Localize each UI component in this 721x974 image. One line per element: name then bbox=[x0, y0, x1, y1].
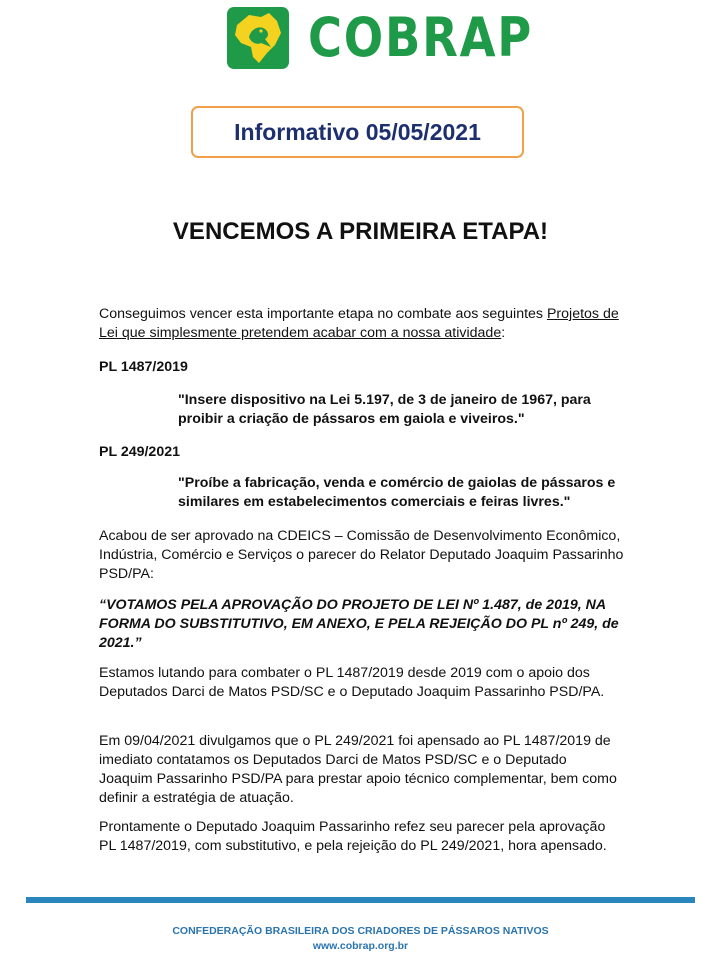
bill-quote-2: "Proíbe a fabricação, venda e comércio de gaiolas de pássaros e similares em estabelecimentos comerciais e feiras livres." bbox=[178, 475, 616, 510]
intro-paragraph bbox=[99, 305, 624, 343]
footer-website-link[interactable]: www.cobrap.org.br bbox=[312, 940, 409, 952]
intro-underlined-text: Projetos de Lei que simplesmente pretendem acabar com a nossa atividade bbox=[99, 306, 619, 341]
paragraph-2: Em 09/04/2021 divulgamos que o PL 249/2021 foi apensado ao PL 1487/2019 de imediato contatamos os Deputados Darci de Matos PSD/SC e o Deputado Joaquim Passarinho PSD/PA para prestar apoio técnico complementar, bem como definir a estratégia de atuação. bbox=[99, 733, 617, 806]
headline: VENCEMOS A PRIMEIRA ETAPA! bbox=[172, 218, 549, 245]
brazil-map-bird-icon bbox=[227, 7, 289, 69]
bill-code-2: PL 249/2021 bbox=[99, 444, 180, 460]
logo-text: COBRAP bbox=[308, 6, 534, 69]
cobrap-logo bbox=[227, 6, 534, 69]
bill-quote-1: "Insere dispositivo na Lei 5.197, de 3 de janeiro de 1967, para proibir a criação de pássaros em gaiola e viveiros." bbox=[178, 392, 591, 427]
paragraph-3: Prontamente o Deputado Joaquim Passarinho refez seu parecer pela aprovação PL 1487/2019, com substitutivo, e pela rejeição do PL 249/2021, hora apensado. bbox=[99, 819, 607, 854]
footer-organization: CONFEDERAÇÃO BRASILEIRA DOS CRIADORES DE PÁSSAROS NATIVOS bbox=[172, 925, 549, 937]
intro-text: Conseguimos vencer esta importante etapa no combate aos seguintes bbox=[99, 306, 547, 322]
paragraph-1: Estamos lutando para combater o PL 1487/2019 desde 2019 com o apoio dos Deputados Darci de Matos PSD/SC e o Deputado Joaquim Passarinho PSD/PA. bbox=[99, 665, 605, 700]
approval-paragraph: Acabou de ser aprovado na CDEICS – Comissão de Desenvolvimento Econômico, Indústria, Comércio e Serviços o parecer do Relator Deputado Joaquim Passarinho PSD/PA: bbox=[99, 528, 624, 582]
footer-divider bbox=[26, 897, 695, 903]
info-title: Informativo 05/05/2021 bbox=[234, 118, 481, 145]
info-title-box bbox=[191, 106, 524, 158]
vote-quote: “VOTAMOS PELA APROVAÇÃO DO PROJETO DE LEI Nº 1.487, de 2019, NA FORMA DO SUBSTITUTIVO, EM ANEXO, E PELA REJEIÇÃO DO PL nº 249, de 2021.” bbox=[99, 597, 619, 651]
intro-end: : bbox=[501, 325, 506, 341]
bill-code-1: PL 1487/2019 bbox=[99, 359, 188, 375]
